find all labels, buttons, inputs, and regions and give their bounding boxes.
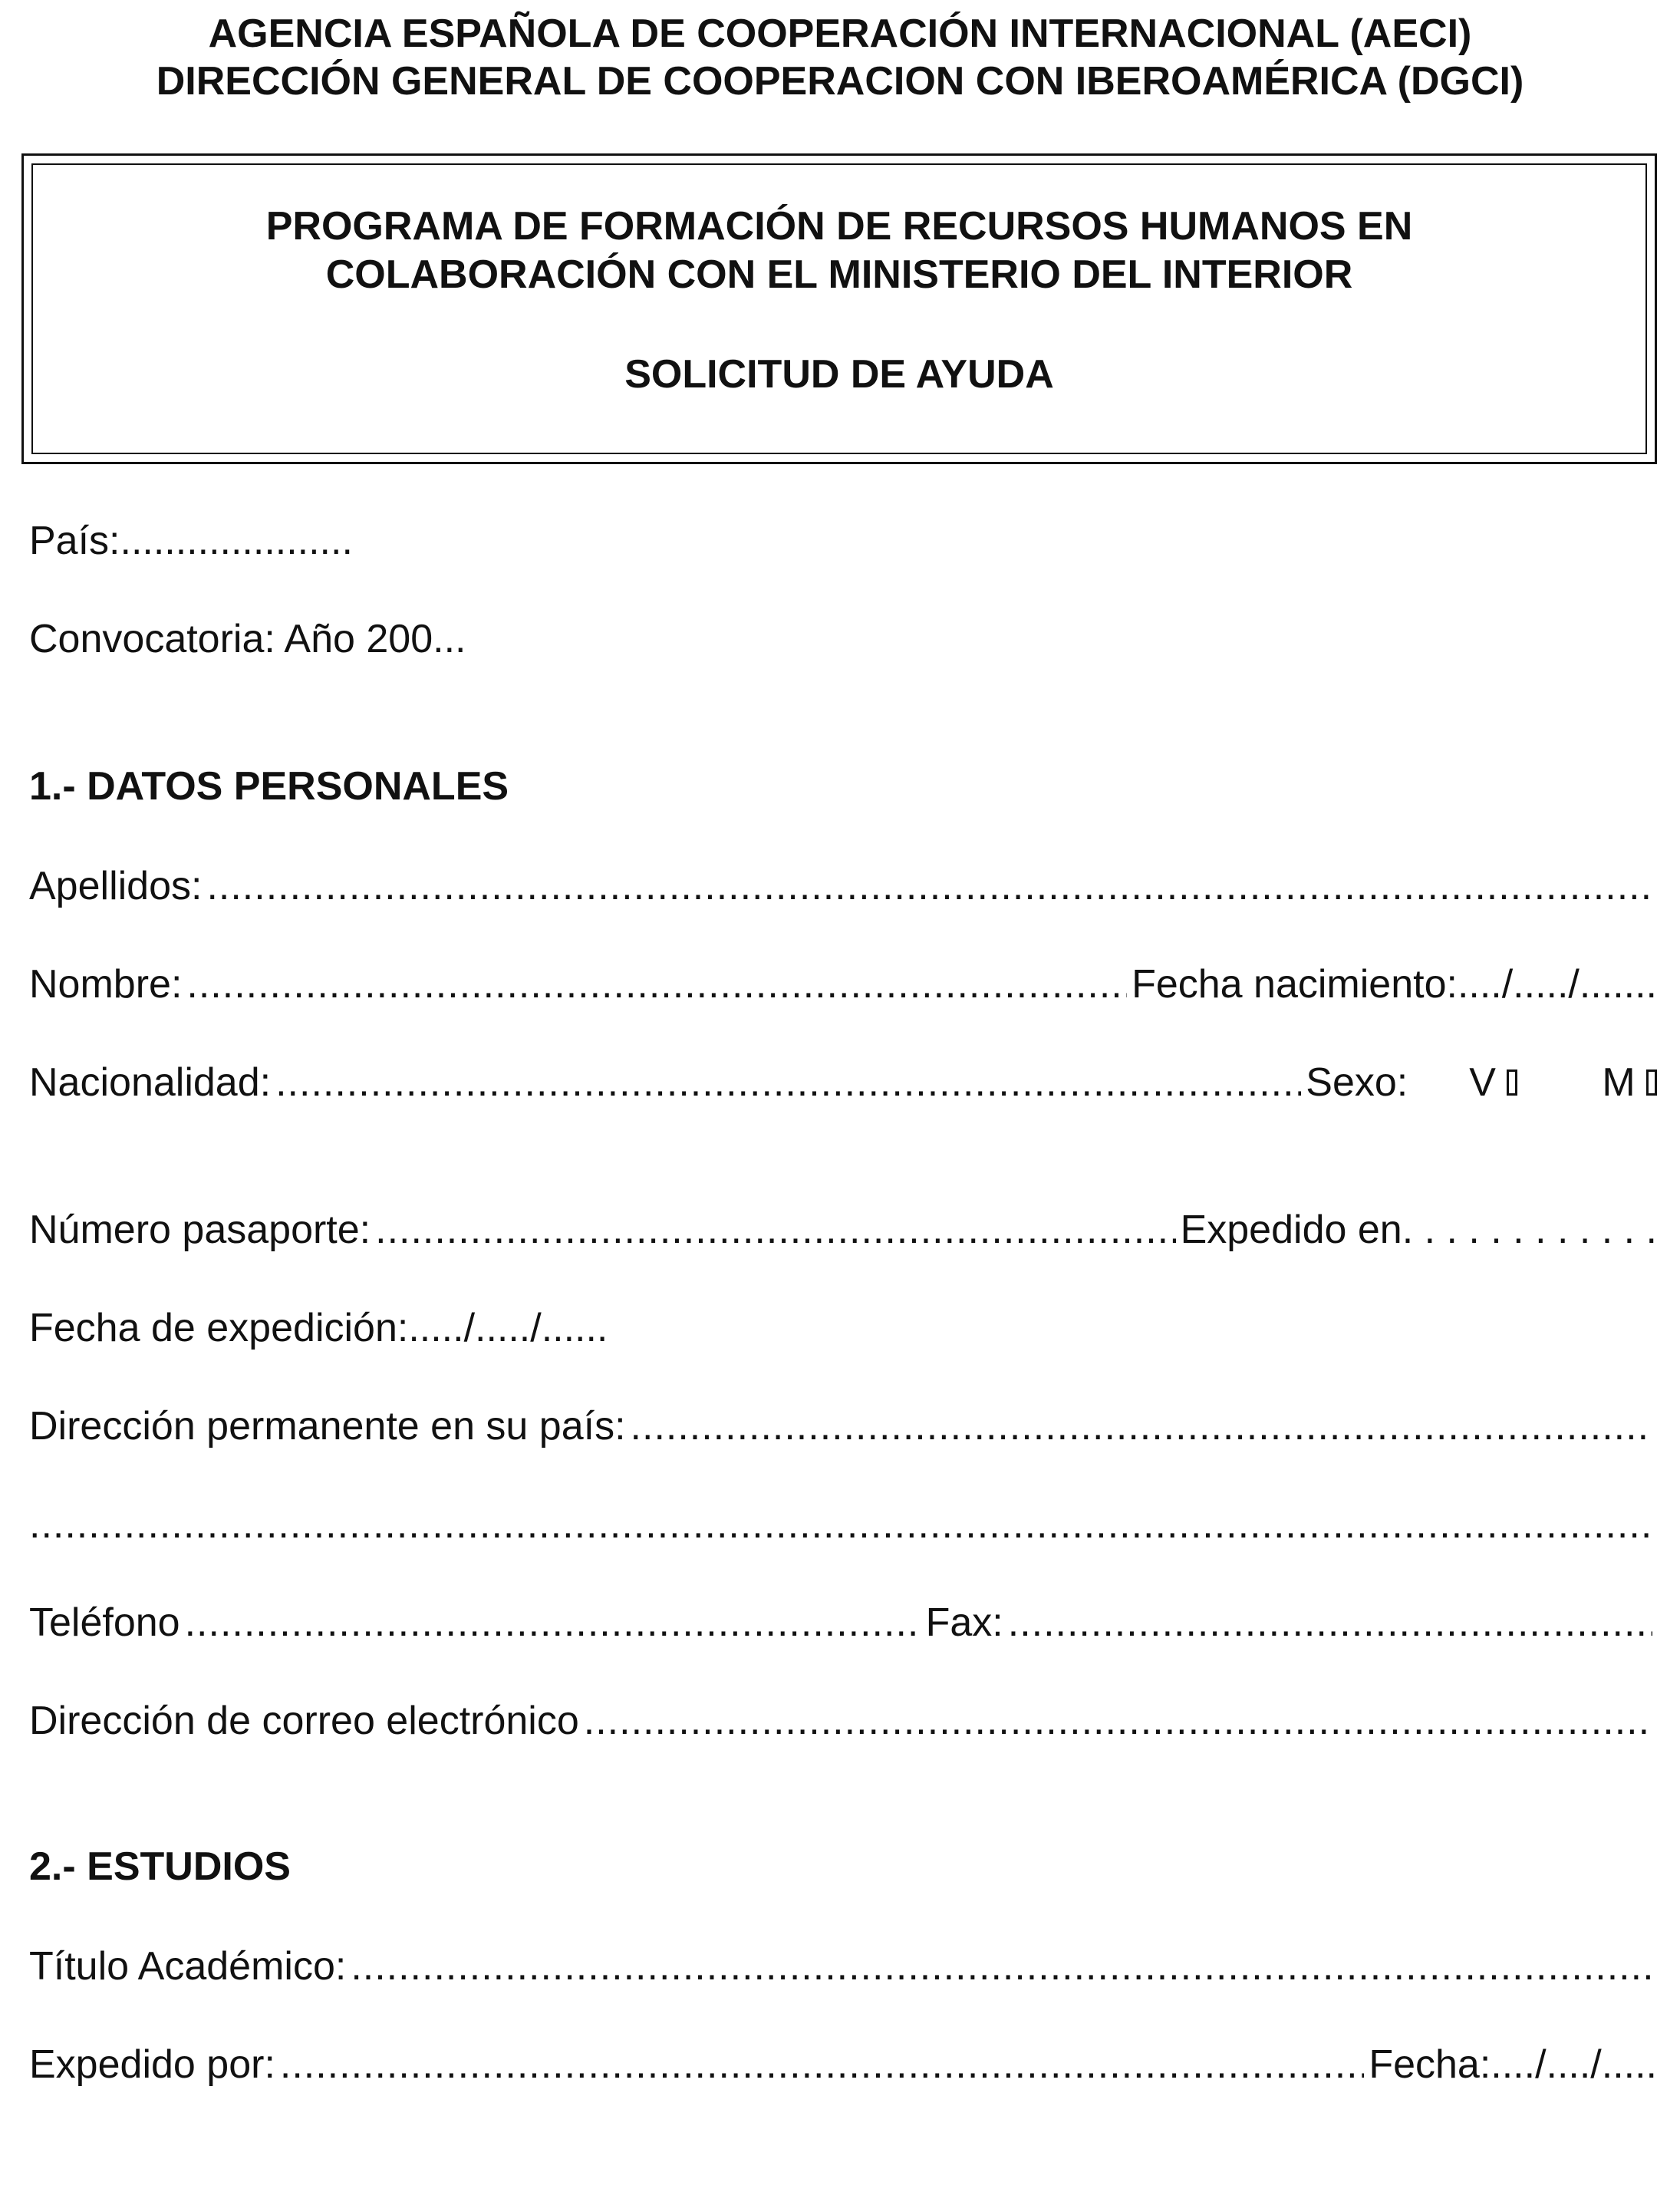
- titulo-label: Título Académico:: [29, 1944, 347, 1989]
- convocatoria-field[interactable]: Convocatoria: Año 200...: [29, 617, 466, 661]
- direccion-label: Dirección permanente en su país:: [29, 1404, 626, 1449]
- titulo-row[interactable]: [29, 1943, 1657, 1989]
- expedido-por-label: Expedido por:: [29, 2042, 275, 2087]
- sexo-v-checkbox[interactable]: [1507, 1069, 1517, 1096]
- titulo-dotted-field[interactable]: [351, 1943, 1652, 1989]
- sexo-v-label: V: [1469, 1060, 1496, 1105]
- direccion-continuation-dotted-field[interactable]: [29, 1501, 1652, 1547]
- fecha-expedicion-field[interactable]: Fecha de expedición:...../...../......: [29, 1306, 608, 1350]
- header-agency: AGENCIA ESPAÑOLA DE COOPERACIÓN INTERNACIONAL (AECI): [208, 12, 1472, 56]
- pais-field[interactable]: País:.....................: [29, 519, 353, 563]
- sexo-m-label: M: [1602, 1060, 1636, 1105]
- expedido-por-dotted-field[interactable]: [280, 2042, 1364, 2088]
- correo-dotted-field[interactable]: [584, 1698, 1652, 1744]
- nacionalidad-dotted-field[interactable]: [275, 1060, 1301, 1106]
- fecha-nacimiento-field[interactable]: Fecha nacimiento:..../...../.......: [1132, 962, 1657, 1007]
- nombre-dotted-field[interactable]: [186, 961, 1127, 1007]
- telefono-dotted-field[interactable]: [185, 1600, 921, 1646]
- expedido-por-row[interactable]: [29, 2042, 1657, 2088]
- fax-label: Fax:: [925, 1600, 1003, 1645]
- program-title-line1: PROGRAMA DE FORMACIÓN DE RECURSOS HUMANOS EN: [265, 204, 1413, 249]
- pasaporte-dotted-field[interactable]: [375, 1207, 1175, 1253]
- nacionalidad-row[interactable]: [29, 1060, 1657, 1106]
- apellidos-label: Apellidos:: [29, 864, 203, 908]
- correo-label: Dirección de correo electrónico: [29, 1699, 579, 1743]
- header-directorate: DIRECCIÓN GENERAL DE COOPERACION CON IBEROAMÉRICA (DGCI): [156, 59, 1524, 104]
- section-studies-title: 2.- ESTUDIOS: [29, 1844, 291, 1889]
- section-personal-data-title: 1.- DATOS PERSONALES: [29, 764, 509, 809]
- program-title-box: [21, 153, 1657, 464]
- sexo-m-checkbox[interactable]: [1646, 1069, 1657, 1096]
- direccion-row[interactable]: [29, 1403, 1657, 1449]
- expedido-en-field[interactable]: Expedido en. . . . . . . . . . . .: [1180, 1208, 1657, 1252]
- telefono-fax-row[interactable]: [29, 1600, 1657, 1646]
- direccion-continuation-row[interactable]: [29, 1501, 1657, 1547]
- pasaporte-label: Número pasaporte:: [29, 1208, 371, 1252]
- direccion-dotted-field[interactable]: [631, 1403, 1652, 1449]
- nacionalidad-label: Nacionalidad:: [29, 1060, 272, 1105]
- telefono-label: Teléfono: [29, 1600, 180, 1645]
- nombre-label: Nombre:: [29, 962, 183, 1007]
- pasaporte-row[interactable]: [29, 1207, 1657, 1253]
- correo-row[interactable]: [29, 1698, 1657, 1744]
- fax-dotted-field[interactable]: [1008, 1600, 1652, 1646]
- form-title: SOLICITUD DE AYUDA: [624, 352, 1054, 397]
- sexo-label: Sexo:: [1306, 1060, 1408, 1105]
- nombre-row[interactable]: [29, 961, 1657, 1007]
- apellidos-dotted-field[interactable]: [206, 863, 1652, 909]
- program-title-line2: COLABORACIÓN CON EL MINISTERIO DEL INTERIOR: [325, 252, 1353, 297]
- apellidos-row[interactable]: [29, 863, 1657, 909]
- fecha-estudios-field[interactable]: Fecha:..../..../.....: [1369, 2042, 1657, 2087]
